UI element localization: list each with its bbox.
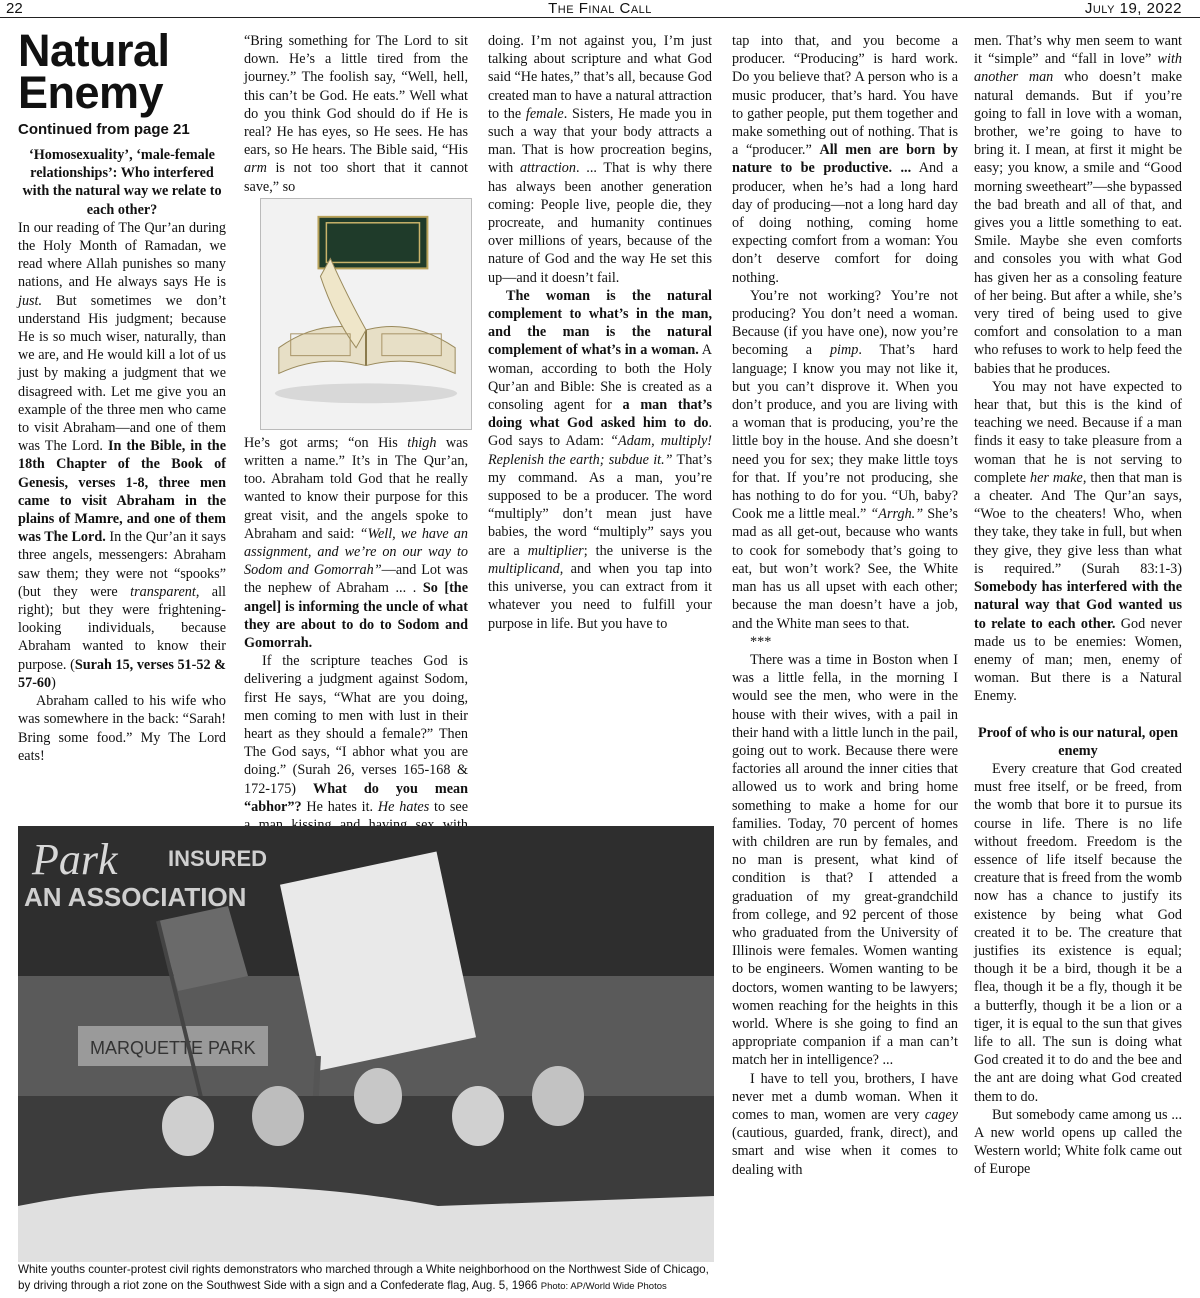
photo-credit: Photo: AP/World Wide Photos [540, 1281, 667, 1292]
article-column-5 [974, 32, 1182, 1298]
article-column-2 [244, 32, 469, 815]
article-column-1 [18, 25, 226, 810]
article-column-4 [732, 32, 958, 1298]
subhead: ‘Homosexuality’, ‘male-female relationships’: Who interfered with the natural way we relate to each other? [22, 147, 222, 218]
paragraph: You’re not working? You’re not producing? You don’t need a woman. Because (if you have one), now you’re becoming a pimp. That’s hard language; I know you may not like it, but you can’t disprove it. When you don’t produce, and you are living with a woman that is producing, you’re the little boy in the house. And she doesn’t need you for sex; they make little toys for that. If you’re not producing, she has nothing to do for you. “Uh, baby? Cook me a little meal.” “Arrgh.” She’s mad as all get-out, because who wants to cook for somebody that’s going to eat, but won’t work? See, the White man has us all upset with each other; because the man doesn’t have a job, and the White man sees to that. [732, 287, 958, 632]
page-header [0, 0, 1200, 18]
caption-text: White youths counter-protest civil rights demonstrators who marched through a White neighborhood on the Northwest Side of Chicago, by driving through a riot zone on the Southwest Side with a sign and a Confederate flag, Aug. 5, 1966 [18, 1263, 709, 1292]
photo-caption [18, 1262, 714, 1295]
headline: Natural Enemy [18, 25, 170, 118]
open-book-icon [260, 198, 472, 430]
paragraph: But somebody came among us ... A new world opens up called the Western world; White folk came out of Europe [974, 1106, 1182, 1178]
paragraph: There was a time in Boston when I was a little fella, in the morning I would see the men, who were in the house with their wives, with a pail in their hand with a little lunch in the pail, going out to work. Because there were factories all around the inner cities that allowed us to work and bring home something to make a home for our families. Today, 70 percent of homes with children are run by females, and no man is present, what kind of condition is that? I attended a graduation of my great-grandchild from college, and 92 percent of those who graduated from the University of Illinois were females. Women wanting to be engineers. Women wanting to be doctors, women wanting to be lawyers; women reaching for the heights in this world. Where is she going to find an appropriate companion if a man can’t match her in intelligence? ... [732, 651, 958, 1069]
issue-date: July 19, 2022 [1084, 0, 1182, 17]
paragraph: You may not have expected to hear that, but this is the kind of teaching we need. Because if a man finds it easy to take pleasure from a woman that he is not serving to complete her make, then that man is a cheater. And The Qur’an says, “Woe to the cheaters! Who, when they take, they take in full, but when they give, they give less than what is required.” (Surah 83:1-3) Somebody has interfered with the natural way that God wanted us to relate to each other. God never made us to be enemies: Women, enemy of man; men, enemy of woman. But there is a Natural Enemy. [974, 378, 1182, 705]
paragraph: The woman is the natural complement to what’s in the man, and the man is the natural complement of what’s in a woman. A woman, according to both the Holy Qur’an and Bible: She is created as a consoling agent for a man that’s doing what God asked him to do. God says to Adam: “Adam, multiply! Replenish the earth; subdue it.” That’s my command. As a man, you’re supposed to be a producer. The word “multiply” don’t mean just have babies, the word “multiply” says you are a multiplier; the universe is the multiplicand, and when you tap into this universe, you can extract from it whatever you need to fulfill your purpose in life. But you have to [488, 287, 712, 632]
photo-icon [18, 826, 714, 1262]
paragraph: I have to tell you, brothers, I have never met a dumb woman. When it comes to man, women are very cagey (cautious, guarded, frank, direct), and smart and wise when it comes to dealing with [732, 1070, 958, 1178]
paragraph: In our reading of The Qur’an during the Holy Month of Ramadan, we read where Allah punishes so many nations, and He always says He is just. But sometimes we don’t understand His judgment; because He is so much wiser, naturally, than we are, and He would kill a lot of us just by making a judgment that we disagreed with. Let me give you an example of the three men who came to visit Abraham—and one of them was The Lord. In the Bible, in the 18th Chapter of the Book of Genesis, verses 1-8, three men came to visit Abraham in the plains of Mamre, and one of them was The Lord. In the Qur’an it says three angels, messengers: Abraham saw them; they were not “spooks” (but they were transparent, all right); but they were frightening-looking individuals, because Abraham wanted to know their purpose. (Surah 15, verses 51-52 & 57-60) [18, 219, 226, 691]
svg-text:INSURED: INSURED [168, 846, 268, 871]
publication-name: The Final Call [548, 0, 652, 17]
article-column-3 [488, 32, 712, 810]
paragraph: tap into that, and you become a producer. “Producing” is hard work. Do you believe that? A person who is a music producer, that’s hard. You have to gather people, put them together and make something out of nothing. That is a “producer.” All men are born by nature to be productive. ... And a producer, when he’s had a long hard day of producing—not a long hard day of doing nothing, coming home expecting comfort from a woman: You don’t deserve comfort for doing nothing. [732, 33, 958, 286]
svg-text:AN ASSOCIATION: AN ASSOCIATION [24, 882, 247, 912]
subhead: Proof of who is our natural, open enemy [977, 724, 1179, 759]
paragraph: doing. I’m not against you, I’m just talking about scripture and what God said “He hates,” that’s all, because God created man to have a natural attraction to the female. Sisters, He made you in such a way that your body attracts a man. That is how procreation begins, with attraction. ... That is why there has always been another generation coming: People live, people die, they procreate, and humanity continues over millions of years, because of the nature of God and the way He set this up—and it doesn’t fail. [488, 33, 713, 286]
paragraph: Every creature that God created must free itself, or be freed, from the womb that bore it to pursue its course in life. There is no life without freedom. Freedom is the essence of life itself because the creature that is freed from the womb now has a chance to justify its existence by being what God created it to be. The creature that justifies its existence is equal; though it be a bird, though it be a flea, though it be a fly, though it be a butterfly, though it be a lion or a tiger, it is equal to the sun that gives life to all. The sun is doing what God created it to do and the bee and the ant are doing what God created them to do. [974, 760, 1182, 1105]
svg-text:Park: Park [32, 835, 118, 884]
continued-from: Continued from page 21 [18, 121, 190, 138]
paragraph: Abraham called to his wife who was somewhere in the back: “Sarah! Bring some food.” My The Lord eats! [18, 693, 226, 764]
paragraph: “Bring something for The Lord to sit down. He’s a little tired from the journey.” The foolish say, “Well, hell, this can’t be God. He eats.” Well what do you think God should do if He is real? He has eyes, so He sees. He has ears, so He hears. The Bible said, “His arm is not too short that it cannot save,” so [244, 33, 468, 195]
svg-text:MARQUETTE PARK: MARQUETTE PARK [90, 1038, 256, 1058]
protest-photo [18, 826, 714, 1262]
paragraph: If the scripture teaches God is delivering a judgment against Sodom, first He says, “What are you doing, men coming to men with lust in their heart as they should a female?” Then The God says, “I abhor what you are doing.” (Surah 26, verses 165-168 & 172-175) What do you mean “abhor”? He hates it. He hates to see [244, 653, 469, 815]
paragraph: men. That’s why men seem to want it “simple” and “fall in love” with another man who doesn’t make natural demands. But if you’re going to fall in love with a woman, brother, we’re going to have to bring it. I mean, at first it might be easy; you know, a smile and “Good morning sweetheart”—she bypassed the bad breath and all of that, and gives you a little something to eat. Smile. Maybe she even comforts and consoles you with what God has given her as a consoling feature of her being. But after a while, she’s very tired of being used to give comfort and consolation to a man who refuses to work to help feed the babies that he produces. [974, 33, 1182, 377]
section-break: *** [750, 633, 772, 650]
paragraph: He’s got arms; “on His thigh was written a name.” It’s in The Qur’an, too. Abraham told God that he really wanted to know their purpose for this great visit, and the angels spoke to Abraham and said: “Well, we have an assignment, and we’re on our way to Sodom and Gomorrah”—and Lot was the nephew of Abraham ... . So [the angel] is informing the uncle of what they are about to do to Sodom and Gomorrah. [244, 434, 468, 652]
quran-image [260, 198, 472, 430]
page-number: 22 [6, 0, 23, 17]
